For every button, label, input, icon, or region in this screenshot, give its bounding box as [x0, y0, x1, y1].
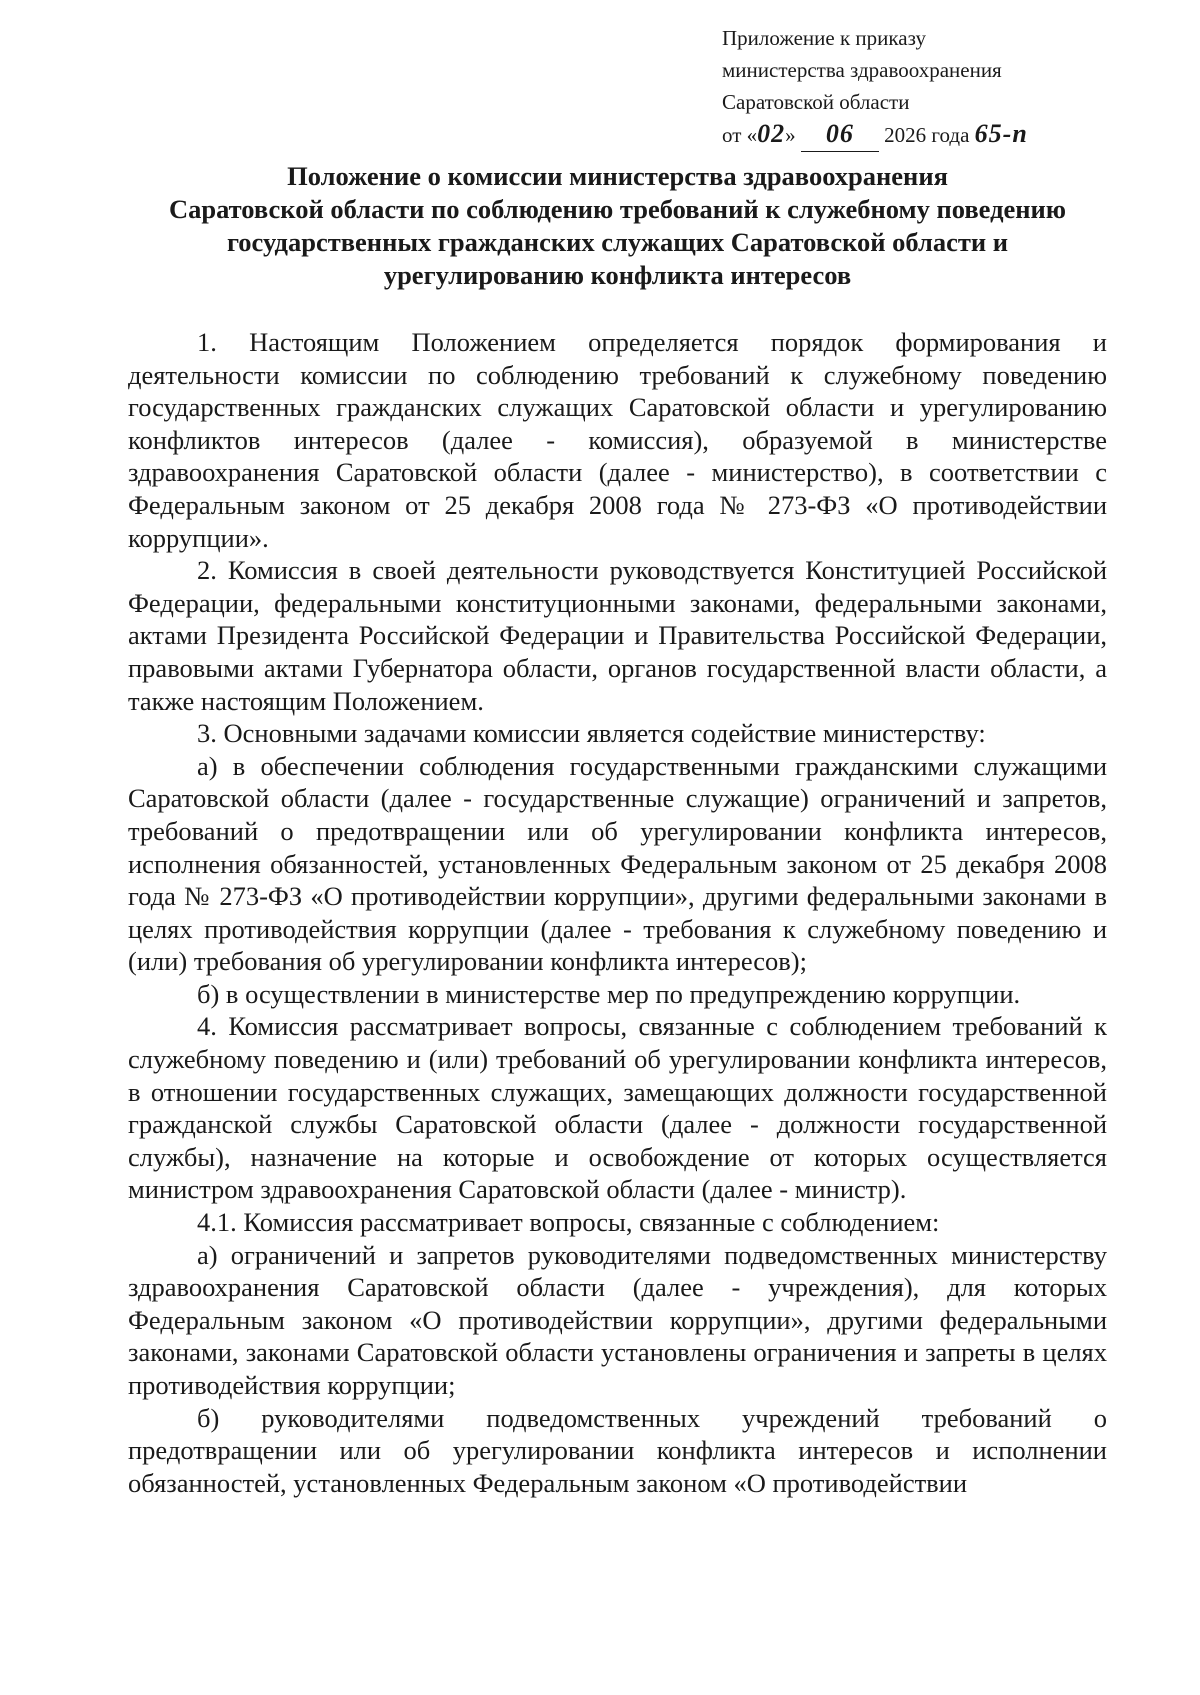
year-text: 2026 года [884, 123, 970, 147]
paragraph-1: 1. Настоящим Положением определяется порядок формирования и деятельности комиссии по соблюдению требований к служебному поведению государственных гражданских служащих Саратовской области и урегулированию конфликтов интересов (далее - комиссия), образуемой в министерстве здравоохранения Саратовской области (далее - министерство), в соответствии с Федеральным законом от 25 декабря 2008 года № 273-ФЗ «О противодействии коррупции». [128, 327, 1107, 553]
attachment-block [722, 22, 1122, 152]
title-line-2: Саратовской области по соблюдению требований к служебному поведению [168, 194, 1067, 224]
paragraph-2: 2. Комиссия в своей деятельности руководствуется Конституцией Российской Федерации, федеральными конституционными законами, федеральными законами, актами Президента Российской Федерации и Правительства Российской Федерации, правовыми актами Губернатора области, органов государственной власти области, а также настоящим Положением. [128, 555, 1107, 716]
attachment-line-2: министерства здравоохранения [722, 58, 1002, 82]
document-title [125, 160, 1110, 292]
title-line-3: государственных гражданских служащих Саратовской области и [226, 227, 1009, 257]
title-line-4: урегулированию конфликта интересов [383, 260, 852, 290]
attachment-date-line [722, 118, 1122, 152]
title-line-1: Положение о комиссии министерства здравоохранения [287, 161, 948, 191]
handwritten-order-number: 65-п [974, 119, 1028, 148]
paragraph-4-1a: а) ограничений и запретов руководителями подведомственных министерству здравоохранения Саратовской области (далее - учреждения), для которых Федеральным законом «О противодействии коррупции», другими федеральными законами, законами Саратовской области установлены ограничения и запреты в целях противодействия коррупции; [128, 1239, 1107, 1400]
document-body [128, 326, 1107, 1499]
paragraph-4-1: 4.1. Комиссия рассматривает вопросы, связанные с соблюдением: [197, 1207, 940, 1238]
month-field [801, 118, 879, 152]
attachment-line-1: Приложение к приказу [722, 26, 926, 50]
paragraph-4: 4. Комиссия рассматривает вопросы, связанные с соблюдением требований к служебному поведению и (или) требований об урегулировании конфликта интересов, в отношении государственных служащих, замещающих должности государственной гражданской службы Саратовской области (далее - должности государственной службы), назначение на которые и освобождение от которых осуществляется министром здравоохранения Саратовской области (далее - министр). [128, 1011, 1107, 1205]
paragraph-3a: а) в обеспечении соблюдения государственными гражданскими служащими Саратовской области (далее - государственные служащие) ограничений и запретов, требований о предотвращении или об урегулировании конфликта интересов, исполнения обязанностей, установленных Федеральным законом от 25 декабря 2008 года № 273-ФЗ «О противодействии коррупции», другими федеральными законами в целях противодействия коррупции (далее - требования к служебному поведению и (или) требования об урегулировании конфликта интересов); [128, 750, 1107, 977]
paragraph-3: 3. Основными задачами комиссии является содействие министерству: [197, 718, 986, 749]
attachment-line-3: Саратовской области [722, 90, 910, 114]
handwritten-day: 02 [757, 119, 786, 148]
date-close: » [785, 123, 796, 147]
date-prefix: от « [722, 123, 758, 147]
handwritten-month: 06 [825, 119, 854, 148]
paragraph-3b: б) в осуществлении в министерстве мер по предупреждению коррупции. [197, 978, 1021, 1009]
paragraph-4-1b: б) руководителями подведомственных учреждений требований о предотвращении или об урегулировании конфликта интересов и исполнении обязанностей, установленных Федеральным законом «О противодействии [128, 1402, 1107, 1498]
